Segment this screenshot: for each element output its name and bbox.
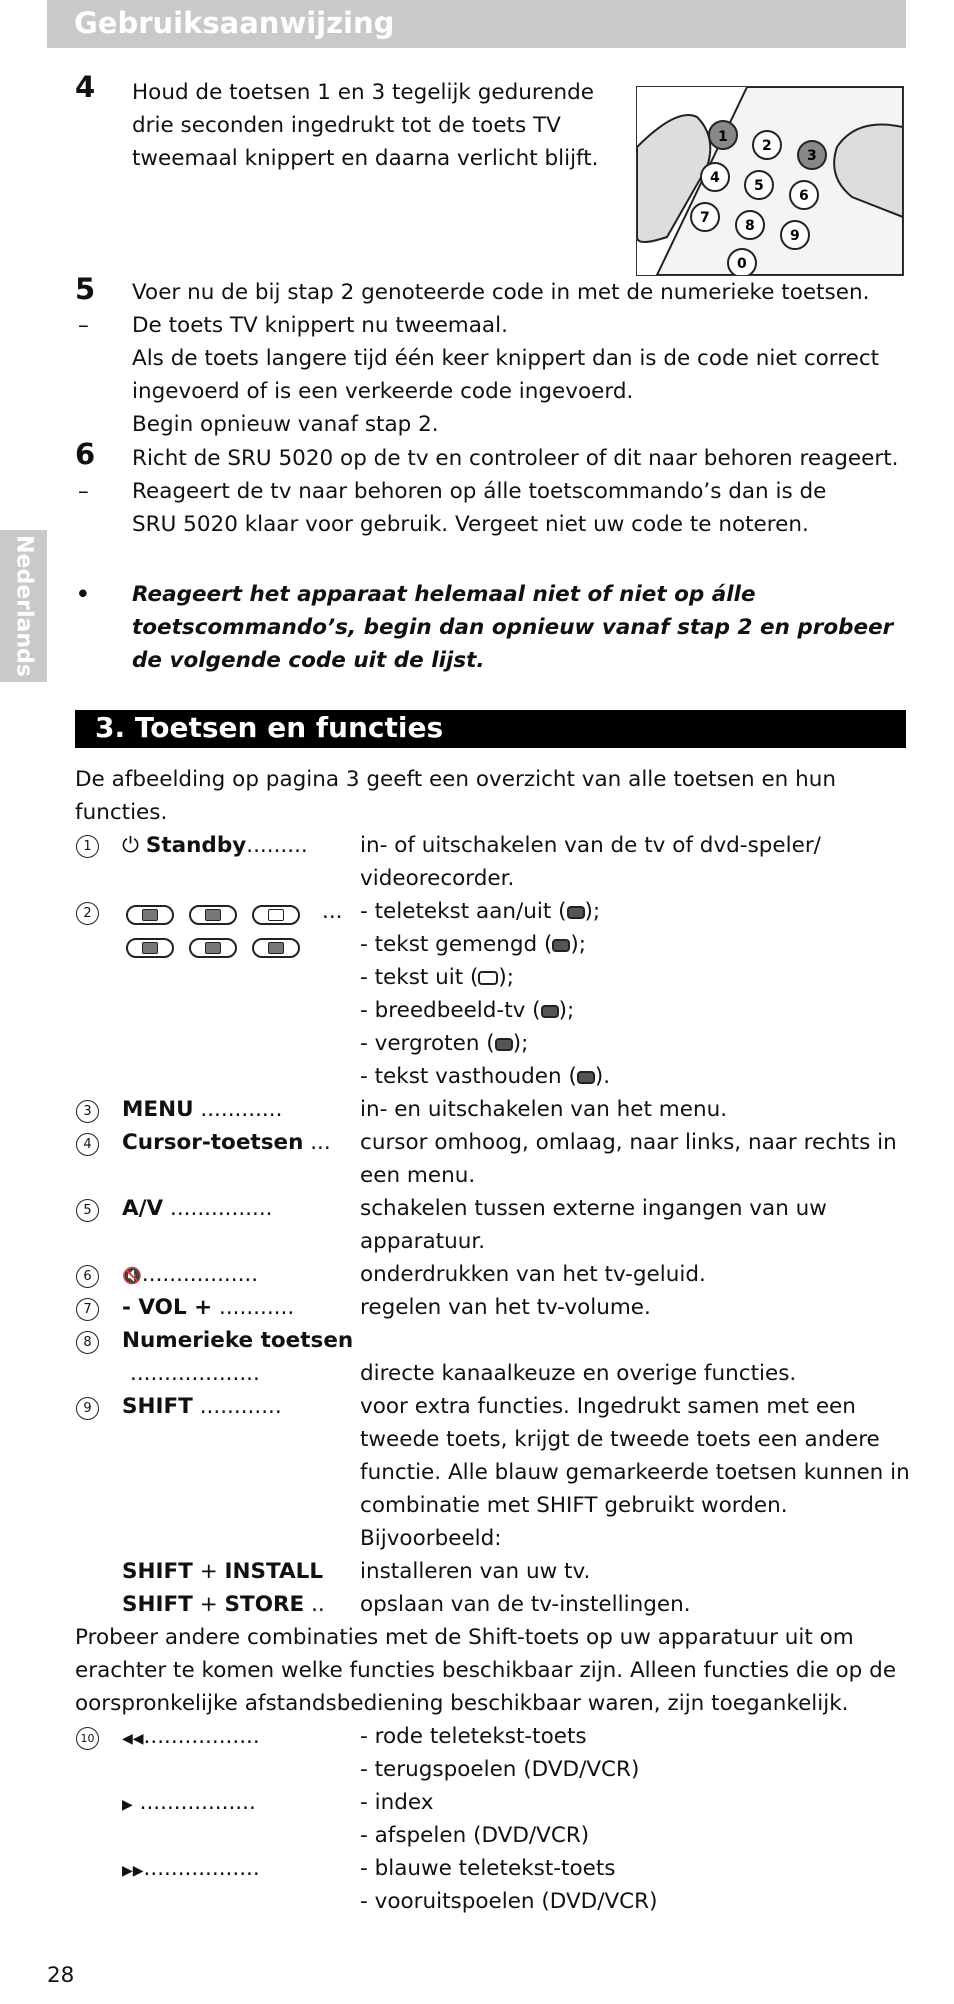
key-8-label: 8 bbox=[745, 218, 755, 234]
forward-desc-1: - blauwe teletekst-toets bbox=[360, 1856, 616, 1881]
extra-line-2: erachter te komen welke functies beschikbaar zijn. Alleen functies die op de bbox=[75, 1658, 897, 1683]
teletext-icon bbox=[567, 906, 585, 919]
item-number: 7 bbox=[76, 1298, 99, 1321]
note-line-1: Reageert het apparaat helemaal niet of niet op álle bbox=[132, 582, 756, 607]
key-5-label: 5 bbox=[754, 178, 764, 194]
item-1-desc-1: in- of uitschakelen van de tv of dvd-speler/ bbox=[360, 833, 821, 858]
page-number: 28 bbox=[47, 1963, 75, 1988]
step-number: 4 bbox=[75, 70, 96, 104]
leader-dots: ......... bbox=[246, 833, 308, 858]
item-6-desc: onderdrukken van het tv-geluid. bbox=[360, 1262, 706, 1287]
section-heading bbox=[75, 710, 906, 748]
step-6-line: Richt de SRU 5020 op de tv en controleer of dit naar behoren reageert. bbox=[132, 446, 899, 471]
item-4-desc-2: een menu. bbox=[360, 1163, 476, 1188]
item-5-desc-1: schakelen tussen externe ingangen van uw bbox=[360, 1196, 827, 1221]
item-9-desc-3: functie. Alle blauw gemarkeerde toetsen kunnen in bbox=[360, 1460, 910, 1485]
key-1-label: 1 bbox=[718, 129, 728, 145]
item-number: 5 bbox=[76, 1199, 99, 1222]
forward-desc-2: - vooruitspoelen (DVD/VCR) bbox=[360, 1889, 658, 1914]
step-4-line-3: tweemaal knippert en daarna verlicht blijft. bbox=[132, 146, 599, 171]
extra-line-1: Probeer andere combinaties met de Shift-toets op uw apparatuur uit om bbox=[75, 1625, 854, 1650]
av-label: A/V ............... bbox=[122, 1196, 273, 1221]
key-9-label: 9 bbox=[790, 228, 800, 244]
step-5-sub-1: De toets TV knippert nu tweemaal. bbox=[132, 313, 508, 338]
enlarge-key bbox=[189, 938, 237, 958]
note-bullet: • bbox=[76, 582, 90, 607]
hold-icon bbox=[577, 1071, 595, 1084]
item-8-desc: directe kanaalkeuze en overige functies. bbox=[360, 1361, 797, 1386]
step-6-sub-2: SRU 5020 klaar voor gebruik. Vergeet niet uw code te noteren. bbox=[132, 512, 809, 537]
rewind-label: ◀◀................. bbox=[122, 1724, 260, 1749]
shift-install-label: SHIFT + INSTALL bbox=[122, 1559, 324, 1584]
cursor-label: Cursor-toetsen ... bbox=[122, 1130, 331, 1155]
numeric-keys-label: Numerieke toetsen bbox=[122, 1328, 354, 1353]
item-2-desc-1: - teletekst aan/uit ( ); bbox=[360, 899, 601, 924]
text-off-key bbox=[252, 905, 300, 925]
extra-line-3: oorspronkelijke afstandsbediening beschikbaar waren, zijn toegankelijk. bbox=[75, 1691, 849, 1716]
key-0-label: 0 bbox=[737, 256, 747, 272]
mute-icon: 🔇 bbox=[122, 1266, 142, 1285]
key-6-label: 6 bbox=[799, 188, 809, 204]
shift-store-desc: opslaan van de tv-instellingen. bbox=[360, 1592, 691, 1617]
language-tab bbox=[0, 530, 47, 682]
menu-label: MENU ............ bbox=[122, 1097, 283, 1122]
item-2-desc-5: - vergroten ( ); bbox=[360, 1031, 529, 1056]
item-number: 3 bbox=[76, 1100, 99, 1123]
dash: – bbox=[78, 479, 89, 504]
item-2-desc-6: - tekst vasthouden ( ). bbox=[360, 1064, 611, 1089]
shift-install-desc: installeren van uw tv. bbox=[360, 1559, 591, 1584]
fast-forward-icon: ▶▶ bbox=[122, 1863, 144, 1879]
note-line-2: toetscommando’s, begin dan opnieuw vanaf stap 2 en probeer bbox=[132, 615, 894, 640]
key-2-label: 2 bbox=[762, 138, 772, 154]
leader-dots: ... bbox=[322, 899, 343, 924]
header-title: Gebruiksaanwijzing bbox=[74, 6, 395, 40]
widescreen-icon bbox=[541, 1005, 559, 1018]
item-number: 2 bbox=[76, 902, 99, 925]
play-label: ▶ ................. bbox=[122, 1790, 256, 1815]
volume-label: - VOL + ........... bbox=[122, 1295, 295, 1320]
step-5-sub-2: Als de toets langere tijd één keer knippert dan is de code niet correct bbox=[132, 346, 880, 371]
step-number: 5 bbox=[75, 272, 96, 306]
rewind-desc-1: - rode teletekst-toets bbox=[360, 1724, 587, 1749]
widescreen-key bbox=[126, 938, 174, 958]
item-9-desc-5: Bijvoorbeeld: bbox=[360, 1526, 502, 1551]
dash: – bbox=[78, 313, 89, 338]
mix-key bbox=[189, 905, 237, 925]
shift-label: SHIFT ............ bbox=[122, 1394, 282, 1419]
rewind-desc-2: - terugspoelen (DVD/VCR) bbox=[360, 1757, 640, 1782]
key-7-label: 7 bbox=[700, 210, 710, 226]
power-icon: ⏻ bbox=[122, 833, 140, 858]
leader-dots: ................... bbox=[130, 1361, 260, 1386]
item-7-desc: regelen van het tv-volume. bbox=[360, 1295, 651, 1320]
intro-line-2: functies. bbox=[75, 800, 168, 825]
standby-label bbox=[122, 829, 308, 862]
item-number: 6 bbox=[76, 1265, 99, 1288]
intro-line-1: De afbeelding op pagina 3 geeft een overzicht van alle toetsen en hun bbox=[75, 767, 837, 792]
step-4-line-2: drie seconden ingedrukt tot de toets TV bbox=[132, 113, 561, 138]
play-icon: ▶ bbox=[122, 1797, 133, 1813]
item-4-desc-1: cursor omhoog, omlaag, naar links, naar rechts in bbox=[360, 1130, 897, 1155]
note-line-3: de volgende code uit de lijst. bbox=[132, 648, 485, 673]
teletext-key bbox=[126, 905, 174, 925]
language-tab-label: Nederlands bbox=[11, 535, 36, 677]
step-6-sub-1: Reageert de tv naar behoren op álle toetscommando’s dan is de bbox=[132, 479, 827, 504]
page-header bbox=[47, 0, 906, 48]
item-9-desc-4: combinatie met SHIFT gebruikt worden. bbox=[360, 1493, 788, 1518]
item-9-desc-1: voor extra functies. Ingedrukt samen met een bbox=[360, 1394, 856, 1419]
standby-key: Standby bbox=[145, 833, 247, 858]
step-5-sub-4: Begin opnieuw vanaf stap 2. bbox=[132, 412, 439, 437]
text-off-icon bbox=[478, 971, 498, 985]
mute-label: 🔇................. bbox=[122, 1262, 259, 1287]
section-title: 3. Toetsen en functies bbox=[95, 711, 444, 744]
item-number: 10 bbox=[76, 1727, 99, 1750]
step-4-line-1: Houd de toetsen 1 en 3 tegelijk gedurende bbox=[132, 80, 594, 105]
item-2-desc-2: - tekst gemengd ( ); bbox=[360, 932, 586, 957]
item-2-desc-4: - breedbeeld-tv ( ); bbox=[360, 998, 575, 1023]
play-desc-2: - afspelen (DVD/VCR) bbox=[360, 1823, 590, 1848]
item-5-desc-2: apparatuur. bbox=[360, 1229, 486, 1254]
item-9-desc-2: tweede toets, krijgt de tweede toets een andere bbox=[360, 1427, 880, 1452]
remote-keypad-illustration bbox=[637, 87, 903, 275]
step-5-line: Voer nu de bij stap 2 genoteerde code in met de numerieke toetsen. bbox=[132, 280, 870, 305]
shift-store-label: SHIFT + STORE .. bbox=[122, 1592, 325, 1617]
item-1-desc-2: videorecorder. bbox=[360, 866, 515, 891]
key-4-label: 4 bbox=[710, 170, 720, 186]
step-5-sub-3: ingevoerd of is een verkeerde code ingevoerd. bbox=[132, 379, 634, 404]
hold-key bbox=[252, 938, 300, 958]
play-desc-1: - index bbox=[360, 1790, 434, 1815]
item-number: 8 bbox=[76, 1331, 99, 1354]
enlarge-icon bbox=[495, 1038, 513, 1051]
step-number: 6 bbox=[75, 437, 96, 471]
item-number: 1 bbox=[76, 835, 99, 858]
key-3-label: 3 bbox=[807, 148, 817, 164]
remote-photo bbox=[636, 86, 904, 276]
item-3-desc: in- en uitschakelen van het menu. bbox=[360, 1097, 728, 1122]
item-2-desc-3: - tekst uit ( ); bbox=[360, 965, 515, 990]
mix-icon bbox=[552, 939, 570, 952]
rewind-icon: ◀◀ bbox=[122, 1731, 144, 1747]
item-number: 4 bbox=[76, 1133, 99, 1156]
forward-label: ▶▶................. bbox=[122, 1856, 260, 1881]
item-number: 9 bbox=[76, 1397, 99, 1420]
